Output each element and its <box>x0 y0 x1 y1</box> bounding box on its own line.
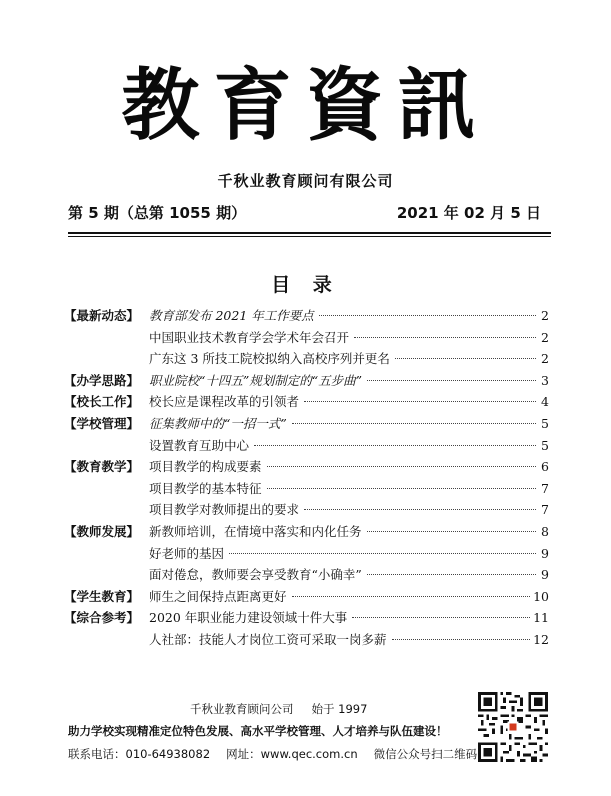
toc-row <box>64 607 549 629</box>
toc-page-number: 10 <box>533 588 549 604</box>
dot-leader <box>254 445 536 446</box>
dot-leader <box>392 639 531 640</box>
toc-entry-title: 中国职业技术教育学会学术年会召开 <box>149 329 350 345</box>
toc-entry-title: 项目教学对教师提出的要求 <box>149 502 300 518</box>
footer-wechat: 微信公众号扫二维码 <box>373 747 478 761</box>
toc-page-number: 5 <box>541 415 549 431</box>
toc-page-number: 4 <box>541 394 549 410</box>
toc-row <box>64 543 549 565</box>
toc-entry-title: 2020 年职业能力建设领域十件大事 <box>149 610 348 626</box>
footer-website[interactable]: 网址：www.qec.com.cn <box>226 747 358 761</box>
toc-entry[interactable] <box>149 586 549 608</box>
toc-row <box>64 305 549 327</box>
toc-entry[interactable] <box>149 456 549 478</box>
toc-entry-title: 好老师的基因 <box>149 545 225 561</box>
header-divider <box>68 232 551 234</box>
toc-entry[interactable] <box>149 391 549 413</box>
header-divider-thin <box>68 236 551 237</box>
toc-entry-title: 设置教育互助中心 <box>149 437 250 453</box>
toc-entry-title: 职业院校“十四五”规划制定的“五步曲” <box>149 372 363 388</box>
dot-leader <box>292 423 536 424</box>
toc-row <box>64 456 549 478</box>
dot-leader <box>354 337 536 338</box>
toc-category: 【教师发展】 <box>64 523 140 539</box>
toc-page-number: 11 <box>533 610 549 626</box>
toc-entry[interactable] <box>149 607 549 629</box>
toc-entry[interactable] <box>149 499 549 521</box>
toc-entry-title: 项目教学的基本特征 <box>149 480 262 496</box>
toc-page-number: 7 <box>541 502 549 518</box>
toc-entry-title: 征集教师中的“一招一式” <box>149 415 287 431</box>
dot-leader <box>267 488 536 489</box>
toc-page-number: 2 <box>541 329 549 345</box>
toc-entry-title: 广东这 3 所技工院校拟纳入高校序列并更名 <box>149 351 390 367</box>
toc-row <box>64 370 549 392</box>
toc-page-number: 8 <box>541 523 549 539</box>
masthead-title: 教育資訊 <box>121 60 490 151</box>
toc-page-number: 3 <box>541 372 549 388</box>
toc-row <box>64 499 549 521</box>
footer-since: 始于 1997 <box>311 702 368 716</box>
toc-page-number: 5 <box>541 437 549 453</box>
toc-entry-title: 校长应是课程改革的引领者 <box>149 394 300 410</box>
dot-leader <box>292 596 531 597</box>
toc-page-number: 7 <box>541 480 549 496</box>
toc-category: 【校长工作】 <box>64 394 140 410</box>
toc-title: 目 录 <box>271 274 340 296</box>
footer-company-line <box>190 701 367 717</box>
toc-row <box>64 521 549 543</box>
dot-leader <box>267 466 536 467</box>
footer-company: 千秋业教育顾问公司 <box>190 702 294 716</box>
toc-entry-title: 面对倦怠，教师要会享受教育“小确幸” <box>149 567 362 583</box>
dot-leader <box>304 509 536 510</box>
toc-row <box>64 564 549 586</box>
toc-entry[interactable] <box>149 564 549 586</box>
dot-leader <box>367 380 536 381</box>
issue-number: 第 5 期（总第 1055 期） <box>68 204 247 222</box>
toc-row <box>64 413 549 435</box>
footer-slogan: 助力学校实现精准定位特色发展、高水平学校管理、人才培养与队伍建设！ <box>68 724 448 738</box>
toc-category: 【学生教育】 <box>64 588 140 604</box>
toc-row <box>64 629 549 651</box>
toc-row <box>64 327 549 349</box>
toc-entry-title: 人社部：技能人才岗位工资可采取一岗多薪 <box>149 631 387 647</box>
toc-entry[interactable] <box>149 629 549 651</box>
table-of-contents <box>64 305 549 651</box>
toc-entry-title: 新教师培训，在情境中落实和内化任务 <box>149 523 362 539</box>
toc-category: 【办学思路】 <box>64 372 140 388</box>
toc-entry[interactable] <box>149 327 549 349</box>
dot-leader <box>304 401 536 402</box>
toc-entry[interactable] <box>149 521 549 543</box>
footer-phone: 联系电话：010-64938082 <box>68 747 211 761</box>
toc-row <box>64 348 549 370</box>
toc-page-number: 9 <box>541 567 549 583</box>
qr-code-icon[interactable] <box>478 692 548 762</box>
toc-row <box>64 586 549 608</box>
toc-entry-title: 教育部发布 2021 年工作要点 <box>149 308 314 323</box>
dot-leader <box>395 358 536 359</box>
toc-page-number: 12 <box>533 631 549 647</box>
company-name: 千秋业教育顾问有限公司 <box>217 172 394 190</box>
toc-category: 【教育教学】 <box>64 459 140 475</box>
toc-entry[interactable] <box>149 478 549 500</box>
toc-page-number: 6 <box>541 459 549 475</box>
toc-entry[interactable] <box>149 305 549 327</box>
toc-entry[interactable] <box>149 543 549 565</box>
toc-row <box>64 435 549 457</box>
toc-entry[interactable] <box>149 413 549 435</box>
issue-row <box>68 202 541 224</box>
footer-contact-line <box>68 746 493 762</box>
toc-row <box>64 391 549 413</box>
toc-category: 【学校管理】 <box>64 415 140 431</box>
dot-leader <box>319 315 536 316</box>
dot-leader <box>352 617 530 618</box>
dot-leader <box>367 574 536 575</box>
toc-entry-title: 师生之间保持点距离更好 <box>149 588 287 604</box>
dot-leader <box>367 531 536 532</box>
toc-entry-title: 项目教学的构成要素 <box>149 459 262 475</box>
dot-leader <box>229 553 536 554</box>
toc-entry[interactable] <box>149 435 549 457</box>
issue-date: 2021 年 02 月 5 日 <box>396 204 541 222</box>
toc-page-number: 2 <box>541 308 549 323</box>
toc-page-number: 9 <box>541 545 549 561</box>
toc-page-number: 2 <box>541 351 549 367</box>
toc-category: 【最新动态】 <box>64 308 140 323</box>
toc-entry[interactable] <box>149 348 549 370</box>
toc-row <box>64 478 549 500</box>
toc-category: 【综合参考】 <box>64 610 140 626</box>
toc-entry[interactable] <box>149 370 549 392</box>
